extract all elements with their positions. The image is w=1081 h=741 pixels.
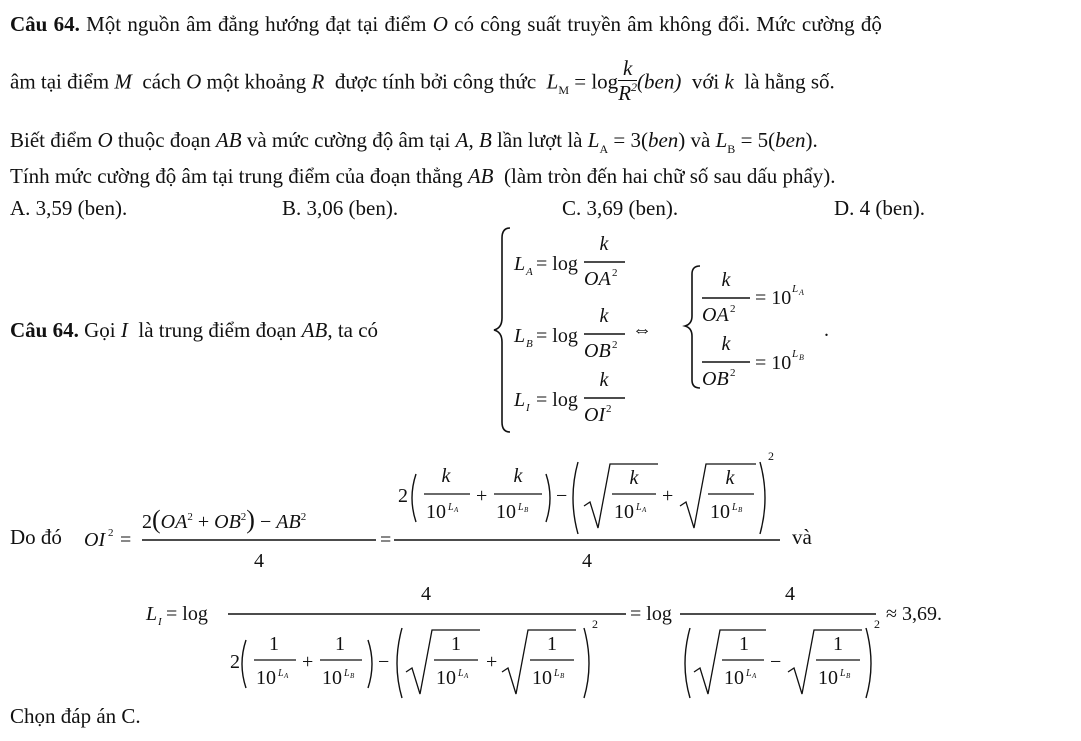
svg-text:L: L (792, 348, 799, 360)
svg-text:B: B (350, 672, 355, 680)
eq-rb (702, 333, 804, 390)
svg-text:k: k (599, 233, 609, 255)
question-line-2: âm tại điểm M cách O một khoảng R được tính bởi công thức $L_M = \log$ $\frac{k}{R^2}$ (ben) với k là hằng số. (10, 56, 835, 106)
svg-text:= 10: = 10 (755, 352, 792, 374)
svg-text:=: = (380, 529, 392, 551)
li-denominator-2 (685, 617, 880, 698)
svg-text:A: A (526, 266, 533, 278)
solution-system (480, 220, 840, 440)
svg-text:k: k (513, 465, 523, 487)
svg-text:L: L (554, 668, 560, 679)
svg-text:2: 2 (730, 303, 736, 315)
svg-text:= log: = log (536, 389, 578, 411)
svg-text:B: B (560, 672, 565, 680)
svg-text:= log: = log (166, 603, 208, 625)
svg-text:A: A (464, 672, 469, 680)
svg-text:= log: = log (630, 603, 672, 625)
svg-text:B: B (799, 353, 804, 362)
svg-text:2: 2 (230, 651, 240, 673)
svg-text:L: L (458, 668, 464, 679)
svg-text:A: A (752, 672, 757, 680)
svg-text:I: I (158, 616, 162, 628)
option-b: B. 3,06 (ben). (282, 196, 399, 220)
solution-intro: Câu 64. Gọi I là trung điểm đoạn AB, ta có (10, 318, 379, 342)
svg-text:2: 2 (874, 617, 880, 631)
question-label: Câu 64. (10, 12, 80, 36)
svg-text:L: L (514, 389, 526, 411)
li-formula (140, 570, 980, 700)
svg-text:2: 2 (612, 339, 618, 351)
option-a: A. 3,59 (ben). (10, 196, 128, 220)
svg-text:L: L (840, 668, 846, 679)
svg-text:L: L (514, 325, 526, 347)
svg-text:L: L (518, 502, 524, 513)
question-line-3: Biết điểm O thuộc đoạn AB và mức cường độ âm tại A, B lần lượt là $L_A = 3(ben)$ và $L_B = 5(ben)$. (10, 128, 818, 156)
svg-text:−: − (770, 651, 782, 673)
right-brace (685, 266, 700, 388)
svg-text:L: L (746, 668, 752, 679)
svg-text:k: k (721, 269, 731, 291)
svg-text:= 10: = 10 (755, 287, 792, 309)
svg-text:OA: OA (702, 304, 729, 326)
svg-text:L: L (636, 502, 642, 513)
do-do-prefix: Do đó (10, 525, 62, 549)
eq-ra (702, 269, 804, 326)
svg-text:L: L (732, 502, 738, 513)
svg-text:4: 4 (785, 583, 795, 605)
oi-squared-formula (80, 448, 820, 588)
svg-text:1: 1 (739, 633, 749, 655)
svg-text:A: A (284, 672, 289, 680)
option-d: D. 4 (ben). (834, 196, 925, 220)
svg-text:10: 10 (322, 667, 342, 689)
svg-text:2: 2 (398, 485, 408, 507)
question-line-4: Tính mức cường độ âm tại trung điểm của đoạn thẳng AB (làm tròn đến hai chữ số sau dấu phẩy). (10, 164, 836, 188)
svg-text:OA: OA (584, 268, 611, 290)
svg-text:+: + (476, 485, 488, 507)
svg-text:L: L (792, 283, 799, 295)
svg-text:10: 10 (496, 501, 516, 523)
svg-text:OI: OI (84, 529, 106, 551)
svg-text:1: 1 (335, 633, 345, 655)
svg-text:=: = (120, 529, 132, 551)
svg-text:2: 2 (606, 403, 612, 415)
svg-text:10: 10 (724, 667, 744, 689)
svg-text:L: L (344, 668, 350, 679)
svg-text:2: 2 (108, 527, 114, 539)
left-brace (494, 228, 510, 432)
svg-text:= log: = log (536, 325, 578, 347)
svg-text:+: + (662, 485, 674, 507)
svg-text:1: 1 (833, 633, 843, 655)
question-line-1: Câu 64. Một nguồn âm đẳng hướng đạt tại điểm O có công suất truyền âm không đổi. Mức cường độ (10, 12, 882, 36)
svg-text:+: + (302, 651, 314, 673)
svg-text:B: B (526, 338, 533, 350)
svg-text:10: 10 (710, 501, 730, 523)
formula-k-over-r2: $\frac{k}{R^2}$ (618, 56, 638, 106)
svg-text:2: 2 (612, 267, 618, 279)
svg-text:10: 10 (614, 501, 634, 523)
svg-text:L: L (278, 668, 284, 679)
svg-text:2(OA2 + OB2) − AB2: $2(OA^2 + OB^2) - AB^2$ (142, 505, 307, 534)
svg-text:B: B (738, 506, 743, 514)
svg-text:L: L (514, 253, 526, 275)
equiv-symbol: ⇔ (632, 319, 652, 341)
svg-text:2: 2 (768, 449, 774, 463)
va-word: và (792, 525, 812, 549)
answer-line: Chọn đáp án C. (10, 704, 141, 728)
svg-text:L: L (146, 603, 158, 625)
svg-text:L: L (448, 502, 454, 513)
eq-lb (513, 305, 625, 362)
svg-text:OB: OB (702, 368, 729, 390)
svg-text:−: − (556, 485, 568, 507)
svg-text:1: 1 (451, 633, 461, 655)
li-result: ≈ 3,69. (886, 603, 942, 625)
svg-text:10: 10 (532, 667, 552, 689)
svg-text:A: A (799, 288, 804, 297)
svg-text:.: . (824, 319, 829, 341)
li-denominator-1 (230, 617, 598, 698)
svg-text:k: k (721, 333, 731, 355)
svg-text:4: 4 (254, 550, 264, 572)
svg-text:A: A (454, 506, 459, 514)
svg-text:−: − (378, 651, 390, 673)
svg-text:10: 10 (818, 667, 838, 689)
option-c: C. 3,69 (ben). (562, 196, 679, 220)
svg-text:4: 4 (582, 550, 592, 572)
svg-text:B: B (524, 506, 529, 514)
svg-text:2: 2 (592, 617, 598, 631)
oi-second-fraction (394, 449, 780, 572)
svg-text:2: 2 (730, 367, 736, 379)
svg-text:+: + (486, 651, 498, 673)
svg-text:A: A (642, 506, 647, 514)
svg-text:10: 10 (436, 667, 456, 689)
eq-la (513, 233, 625, 290)
svg-text:k: k (725, 467, 735, 489)
svg-text:OB: OB (584, 340, 611, 362)
svg-text:k: k (599, 305, 609, 327)
svg-text:= log: = log (536, 253, 578, 275)
svg-text:10: 10 (256, 667, 276, 689)
solution-label: Câu 64. (10, 318, 79, 342)
svg-text:OI: OI (584, 404, 606, 426)
svg-text:k: k (629, 467, 639, 489)
eq-li (513, 369, 625, 426)
svg-text:10: 10 (426, 501, 446, 523)
svg-text:k: k (441, 465, 451, 487)
svg-text:I: I (526, 402, 530, 414)
svg-text:1: 1 (269, 633, 279, 655)
svg-text:4: 4 (421, 583, 431, 605)
svg-text:1: 1 (547, 633, 557, 655)
svg-text:B: B (846, 672, 851, 680)
svg-text:k: k (599, 369, 609, 391)
